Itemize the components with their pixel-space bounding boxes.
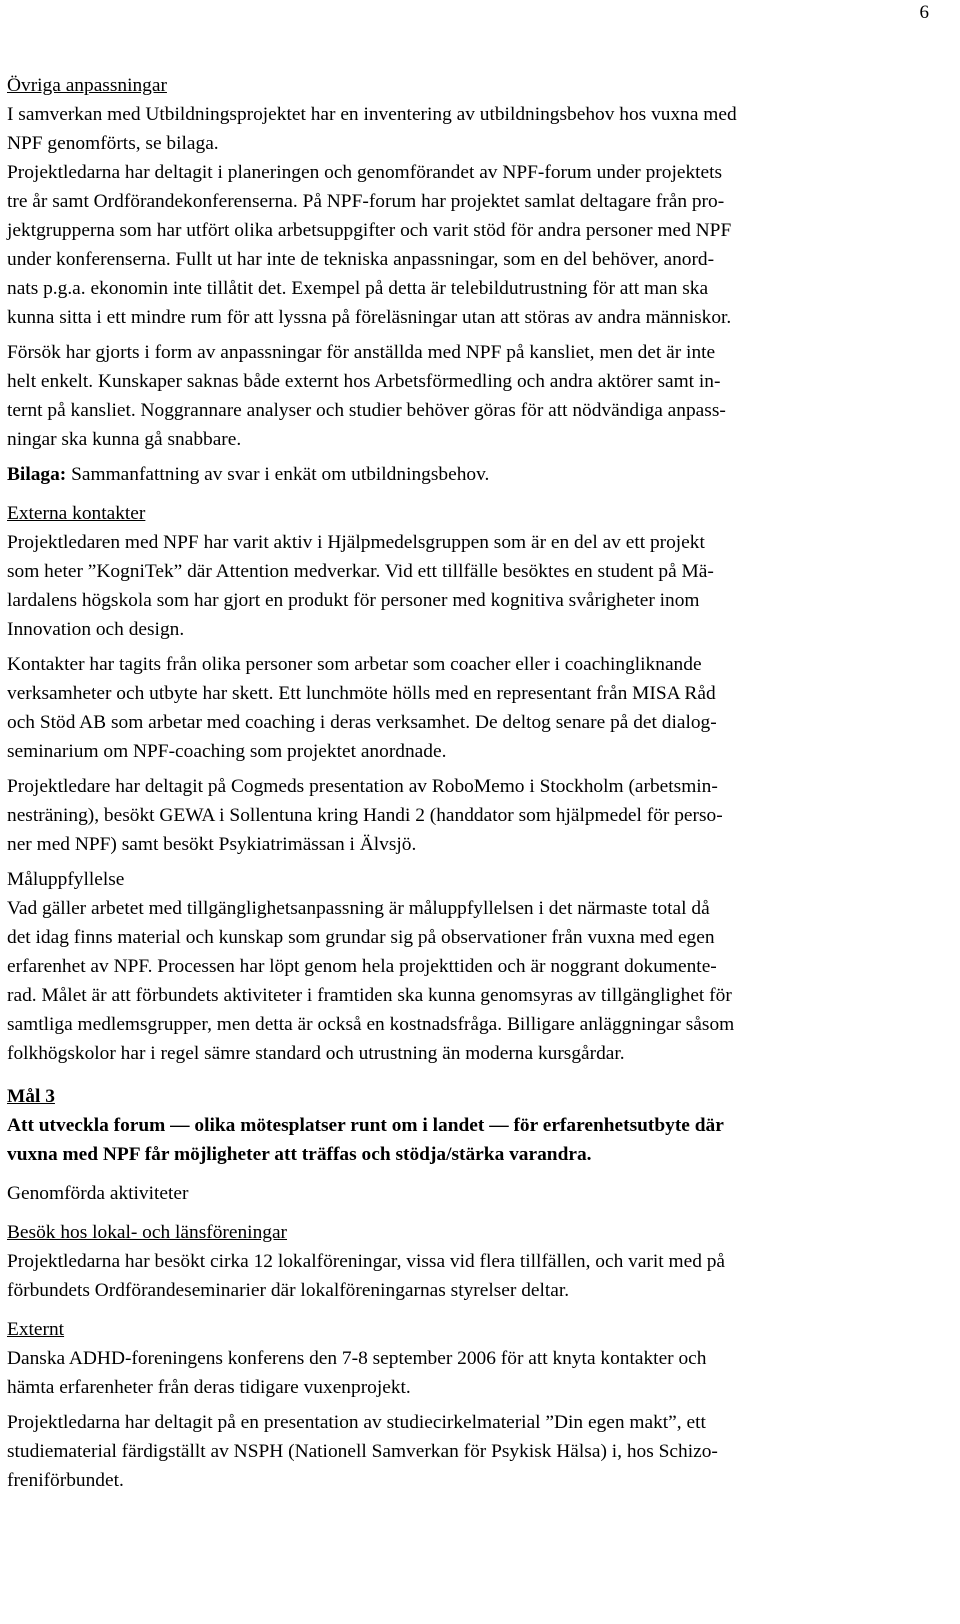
heading-genomforda-aktiviteter: Genomförda aktiviteter xyxy=(7,1183,189,1204)
heading-mal-3: Mål 3 xyxy=(7,1086,55,1107)
text-line: Projektledaren med NPF har varit aktiv i Hjälpmedelsgruppen som är en del av ett projekt xyxy=(7,532,705,553)
text-line: ternt på kansliet. Noggrannare analyser och studier behöver göras för att nödvändiga anpass- xyxy=(7,400,726,421)
text-line: under konferenserna. Fullt ut har inte de tekniska anpassningar, som en del behöver, anord- xyxy=(7,249,715,270)
text-line: Projektledarna har besökt cirka 12 lokalföreningar, vissa vid flera tillfällen, och varit med på xyxy=(7,1251,726,1272)
heading-besok-foreningar: Besök hos lokal- och länsföreningar xyxy=(7,1222,288,1243)
text-line: hämta erfarenheter från deras tidigare vuxenprojekt. xyxy=(7,1377,411,1398)
text-line: Vad gäller arbetet med tillgänglighetsanpassning är måluppfyllelsen i det närmaste total då xyxy=(7,898,710,919)
paragraph-externt-2 xyxy=(7,1408,937,1495)
text-line: nesträning), besökt GEWA i Sollentuna kring Handi 2 (handdator som hjälpmedel för perso- xyxy=(7,805,723,826)
paragraph-externa-3 xyxy=(7,772,937,859)
text-line: folkhögskolor har i regel sämre standard och utrustning än moderna kursgårdar. xyxy=(7,1043,625,1064)
heading-ovriga-anpassningar: Övriga anpassningar xyxy=(7,75,167,96)
text-line: rad. Målet är att förbundets aktiviteter i framtiden ska kunna genomsyras av tillgänglighet för xyxy=(7,985,732,1006)
paragraph-ovriga-1 xyxy=(7,100,937,332)
text-line: NPF genomförts, se bilaga. xyxy=(7,133,219,154)
text-line: vuxna med NPF får möjligheter att träffas och stödja/stärka varandra. xyxy=(7,1144,592,1165)
text-line: Att utveckla forum — olika mötesplatser runt om i landet — för erfarenhetsutbyte där xyxy=(7,1115,724,1136)
text-line: det idag finns material och kunskap som grundar sig på observationer från vuxna med egen xyxy=(7,927,715,948)
text-line: helt enkelt. Kunskaper saknas både externt hos Arbetsförmedling och andra aktörer samt in- xyxy=(7,371,721,392)
text-line: Projektledarna har deltagit på en presentation av studiecirkelmaterial ”Din egen makt”, ett xyxy=(7,1412,706,1433)
bilaga-line xyxy=(7,460,937,489)
text-line: verksamheter och utbyte har skett. Ett lunchmöte hölls med en representant från MISA Råd xyxy=(7,683,716,704)
text-line: som heter ”KogniTek” där Attention medverkar. Vid ett tillfälle besöktes en student på Mä- xyxy=(7,561,714,582)
text-line: lardalens högskola som har gjort en produkt för personer med kognitiva svårigheter inom xyxy=(7,590,700,611)
text-line: jektgrupperna som har utfört olika arbetsuppgifter och varit stöd för andra personer med NPF xyxy=(7,220,732,241)
paragraph-externa-2 xyxy=(7,650,937,766)
text-line: ner med NPF) samt besökt Psykiatrimässan i Älvsjö. xyxy=(7,834,417,855)
text-line: ningar ska kunna gå snabbare. xyxy=(7,429,242,450)
text-line: studiematerial färdigställt av NSPH (Nationell Samverkan för Psykisk Hälsa) i, hos Schizo- xyxy=(7,1441,718,1462)
text-line: erfarenhet av NPF. Processen har löpt genom hela projekttiden och är noggrant dokumente- xyxy=(7,956,717,977)
text-line: Innovation och design. xyxy=(7,619,185,640)
text-line: freniförbundet. xyxy=(7,1470,124,1491)
heading-externa-kontakter: Externa kontakter xyxy=(7,503,146,524)
mal-3-statement xyxy=(7,1111,937,1169)
text-line: Försök har gjorts i form av anpassningar för anställda med NPF på kansliet, men det är inte xyxy=(7,342,716,363)
page-number: 6 xyxy=(919,2,929,23)
paragraph-externt-1 xyxy=(7,1344,937,1402)
paragraph-besok xyxy=(7,1247,937,1305)
heading-externt: Externt xyxy=(7,1319,65,1340)
text-line: I samverkan med Utbildningsprojektet har en inventering av utbildningsbehov hos vuxna med xyxy=(7,104,737,125)
text-line: Danska ADHD-foreningens konferens den 7-8 september 2006 för att knyta kontakter och xyxy=(7,1348,707,1369)
paragraph-externa-1 xyxy=(7,528,937,644)
heading-maluppfyllelse: Måluppfyllelse xyxy=(7,869,125,890)
bilaga-label: Bilaga: xyxy=(7,464,67,485)
text-line: förbundets Ordförandeseminarier där lokalföreningarnas styrelser deltar. xyxy=(7,1280,570,1301)
text-line: tre år samt Ordförandekonferenserna. På NPF-forum har projektet samlat deltagare från pro- xyxy=(7,191,725,212)
text-line: och Stöd AB som arbetar med coaching i deras verksamhet. De deltog senare på det dialog- xyxy=(7,712,717,733)
bilaga-text: Sammanfattning av svar i enkät om utbildningsbehov. xyxy=(66,464,490,485)
paragraph-maluppfyllelse xyxy=(7,894,937,1068)
text-line: nats p.g.a. ekonomin inte tillåtit det. Exempel på detta är telebildutrustning för att man ska xyxy=(7,278,709,299)
text-line: Kontakter har tagits från olika personer som arbetar som coacher eller i coachingliknande xyxy=(7,654,702,675)
text-line: kunna sitta i ett mindre rum för att lyssna på föreläsningar utan att störas av andra människor. xyxy=(7,307,732,328)
text-line: seminarium om NPF-coaching som projektet anordnade. xyxy=(7,741,447,762)
text-line: Projektledarna har deltagit i planeringen och genomförandet av NPF-forum under projektets xyxy=(7,162,723,183)
paragraph-ovriga-2 xyxy=(7,338,937,454)
text-line: samtliga medlemsgrupper, men detta är också en kostnadsfråga. Billigare anläggningar såsom xyxy=(7,1014,735,1035)
document-body xyxy=(7,71,937,1495)
text-line: Projektledare har deltagit på Cogmeds presentation av RoboMemo i Stockholm (arbetsmin- xyxy=(7,776,718,797)
